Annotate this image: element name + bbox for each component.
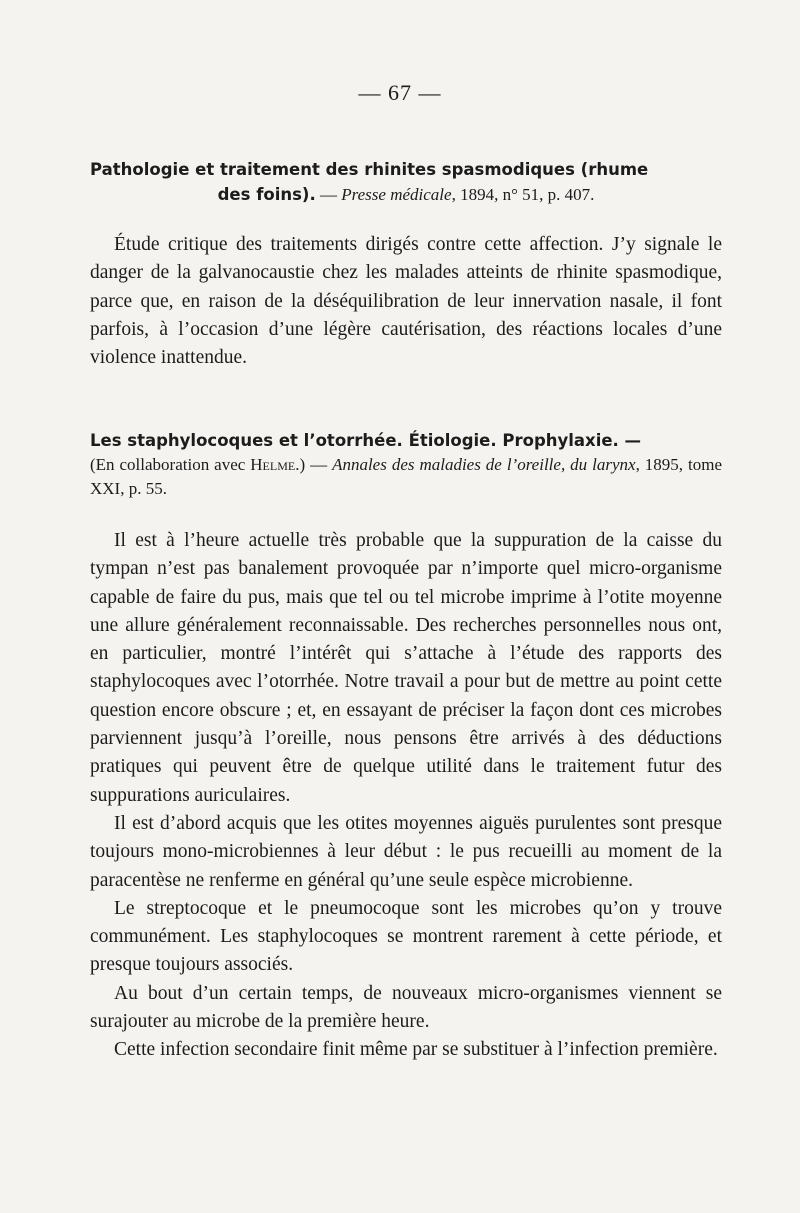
page-number: — 67 — [358, 80, 442, 105]
byline-prefix: (En collaboration avec [90, 455, 251, 474]
entry-body [90, 527, 722, 1065]
citation-journal: Annales des maladies de l’oreille, du larynx [332, 455, 636, 474]
entry-paragraph: Il est à l’heure actuelle très probable que la suppuration de la caisse du tympan n’est pas banalement provoquée par n’importe quel micro-organisme capable de faire du pus, mais que tel ou tel microbe imprime à l’otite moyenne une allure généralement reconnaissable. Des recherches personnelles nous ont, en particulier, montré l’intérêt qui s’attache à l’étude des rapports des staphylocoques avec l’otorrhée. Notre travail a pour but de mettre au point cette question encore obscure ; et, en essayant de préciser la façon dont ces microbes parviennent jusqu’à l’oreille, nous pensons être arrivés à des déductions pratiques qui peuvent être de quelque utilité dans le traitement futur des suppurations auriculaires. [90, 530, 722, 806]
entry-title-end: des foins). [217, 185, 316, 204]
entry-paragraph: Étude critique des traitements dirigés contre cette affection. J’y signale le danger de la galvanocaustie chez les malades atteints de rhinite spasmodique, parce que, en raison de la déséquilibration de leur innervation nasale, il font parfois, à l’occasion d’une légère cautérisation, des réactions locales d’une violence inattendue. [90, 234, 722, 369]
coauthor-name: Helme [250, 455, 296, 474]
entry-paragraph: Le streptocoque et le pneumocoque sont les microbes qu’on y trouve communément. Les staphylocoques se montrent rarement à cette période, et presque toujours associés. [90, 897, 722, 976]
entry-heading [90, 157, 722, 207]
entry-rhinites [90, 157, 722, 372]
citation-dash: — [315, 185, 342, 204]
entry-paragraph: Il est d’abord acquis que les otites moyennes aiguës purulentes sont presque toujours mono-microbiennes à leur début : le pus recueilli au moment de la paracentèse ne renferme en général qu’une seule espèce microbienne. [90, 812, 722, 891]
entry-title-line1: Pathologie et traitement des rhinites spasmodiques (rhume [90, 160, 649, 179]
citation-journal: Presse médicale [341, 185, 452, 204]
citation-details: , 1895, tome XXI, p. 55. [90, 455, 722, 498]
entry-staphylocoques [90, 428, 722, 1065]
entry-title-line2 [90, 182, 722, 207]
entry-paragraph: Au bout d’un certain temps, de nouveaux micro-organismes viennent se surajouter au microbe de la première heure. [90, 982, 722, 1033]
byline-mid: .) — [295, 455, 333, 474]
citation-details: , 1894, n° 51, p. 407. [451, 185, 595, 204]
entry-byline [90, 453, 722, 501]
entry-heading: Les staphylocoques et l’otorrhée. Étiologie. Prophylaxie. — [90, 431, 642, 450]
entry-paragraph: Cette infection secondaire finit même par se substituer à l’infection première. [114, 1039, 718, 1061]
